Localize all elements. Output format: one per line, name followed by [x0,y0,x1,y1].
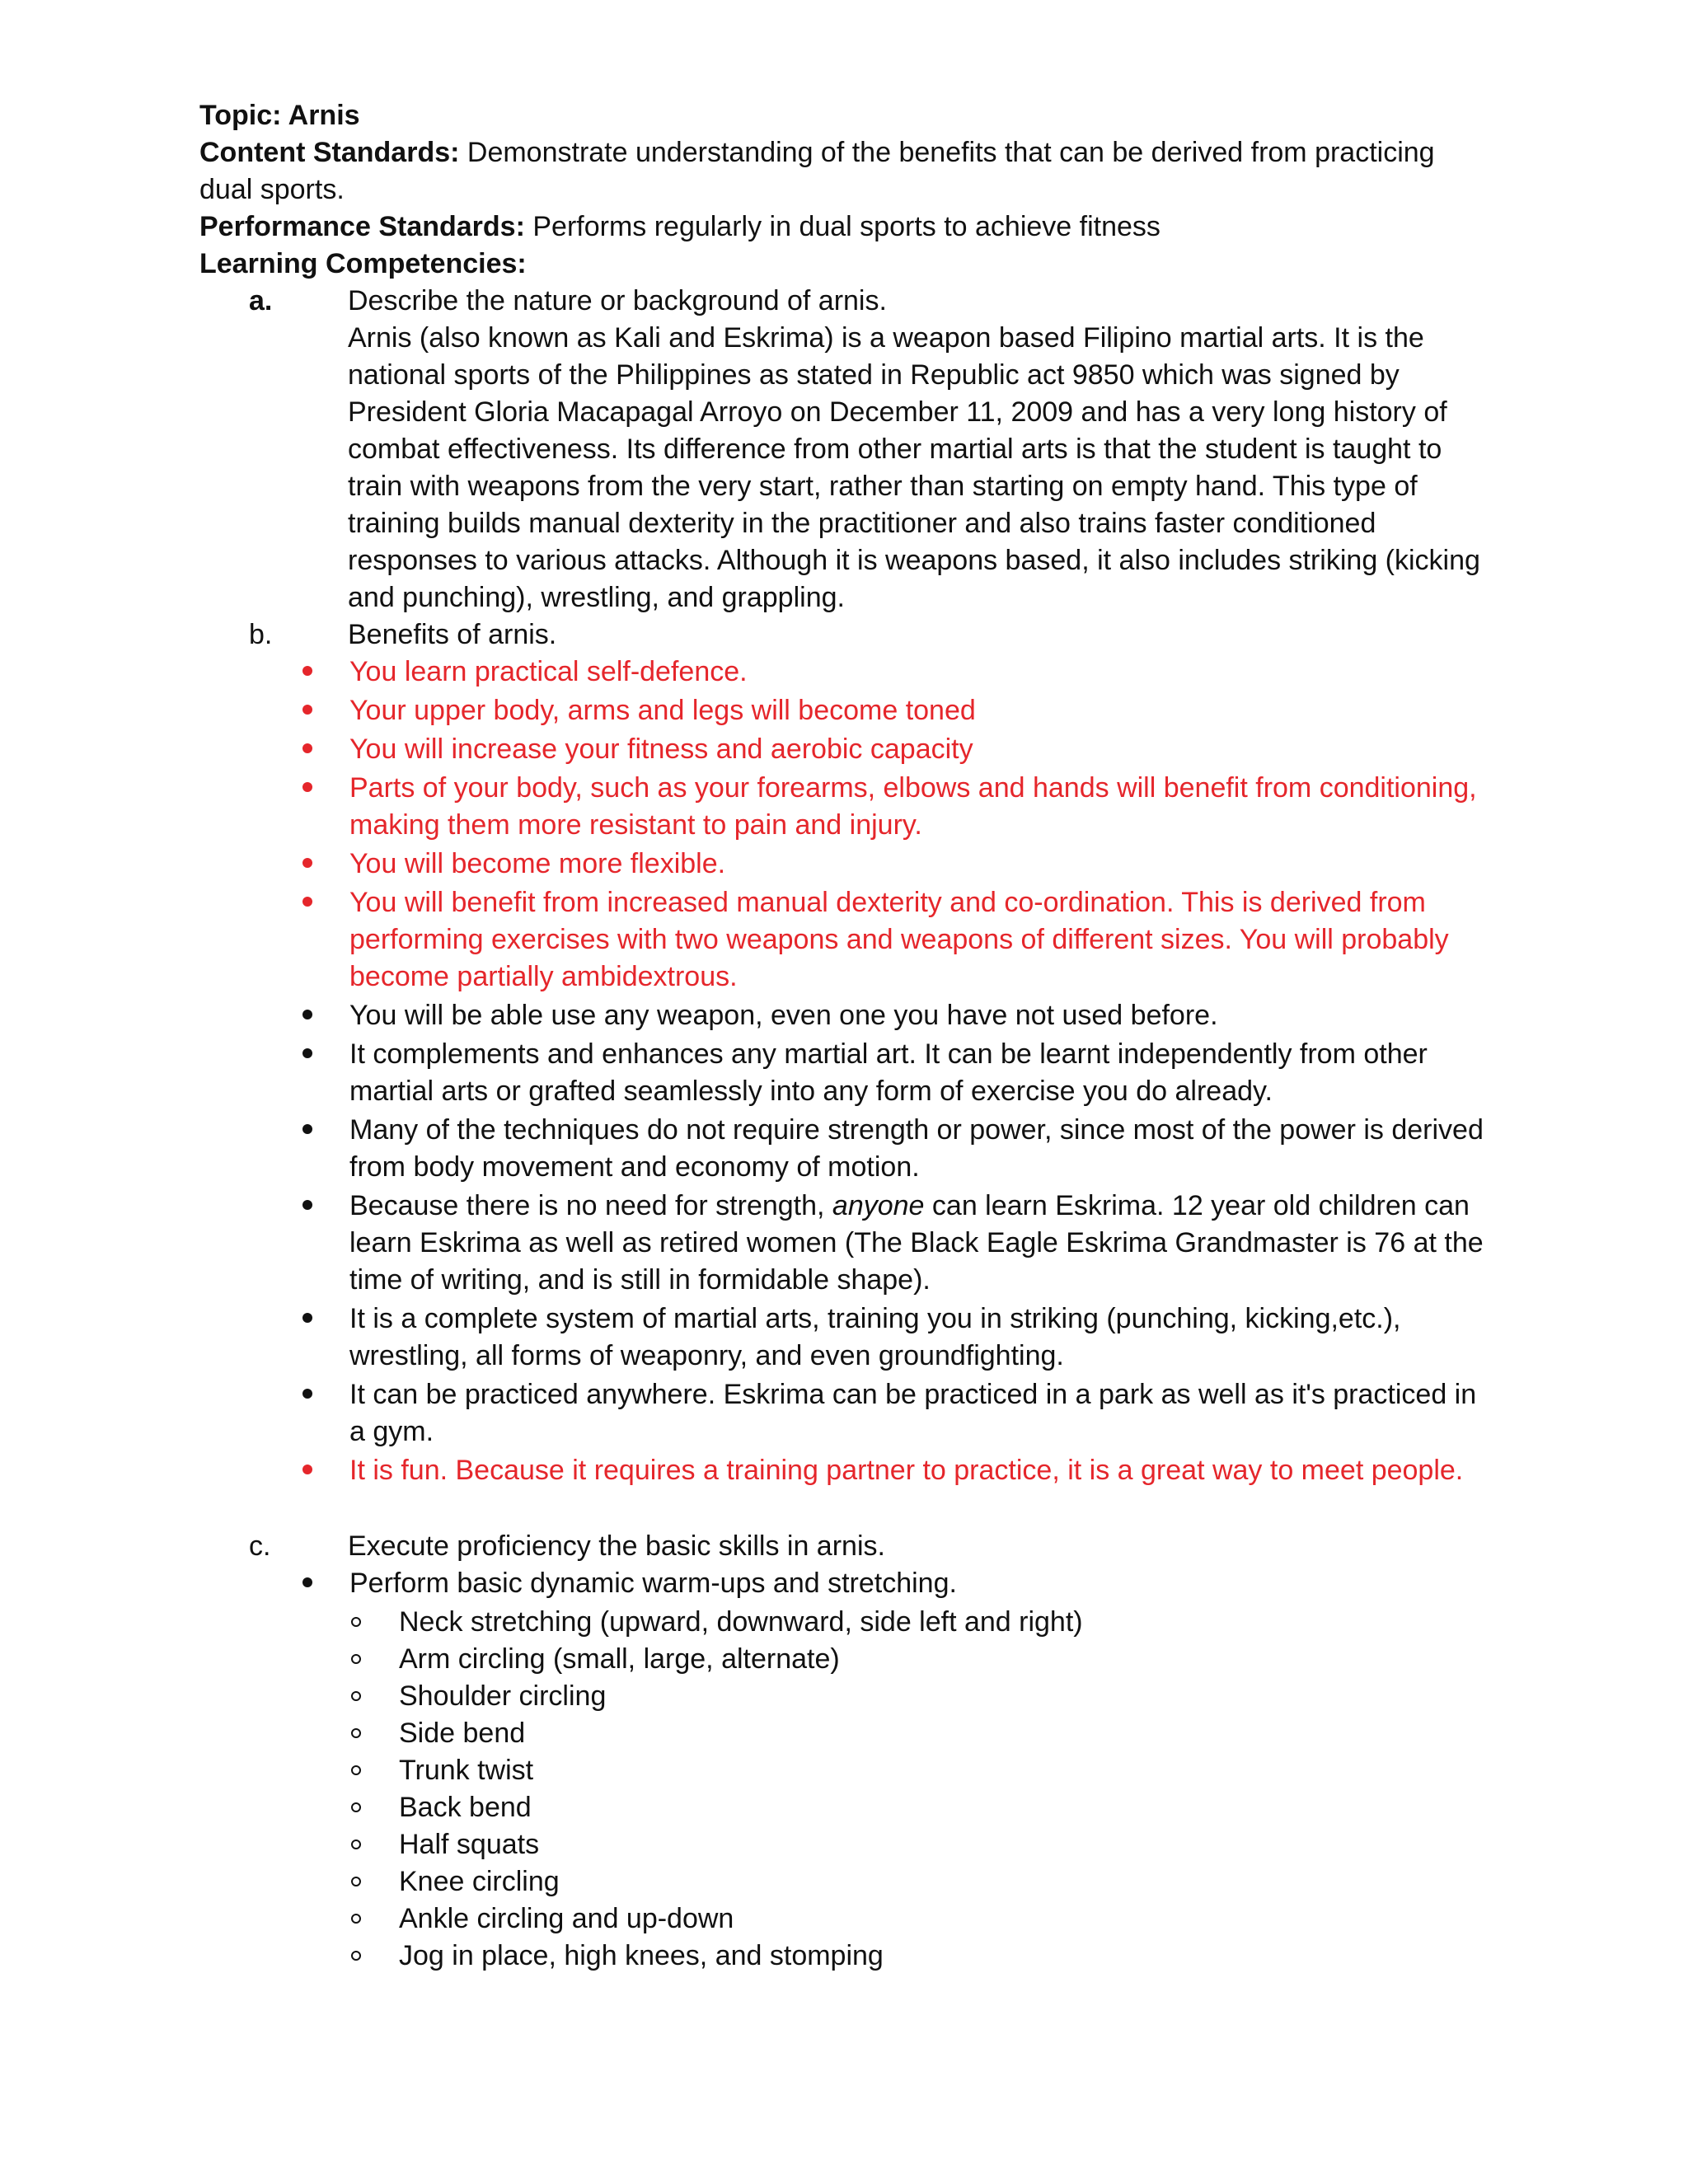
bullet-icon [249,770,349,807]
list-item: You will increase your fitness and aerobic capacity [249,731,1490,768]
bullet-icon [249,884,349,921]
list-item: Neck stretching (upward, downward, side left and right) [298,1604,1490,1641]
list-item: Trunk twist [298,1752,1490,1789]
bullet-icon [249,692,349,729]
list-item: It complements and enhances any martial art. It can be learnt independently from other martial arts or grafted seamlessly into any form of exercise you do already. [249,1036,1490,1110]
bullet-icon [249,1301,349,1338]
spacer [199,1491,1490,1528]
list-item: Because there is no need for strength, anyone can learn Eskrima. 12 year old children can learn Eskrima as well as retired women (The Black Eagle Eskrima Grandmaster is 76 at the time of writing, and is still in formidable shape). [249,1188,1490,1299]
list-item: Shoulder circling [298,1678,1490,1715]
list-item: Many of the techniques do not require strength or power, since most of the power is derived from body movement and economy of motion. [249,1112,1490,1186]
learning-competencies-heading: Learning Competencies: [199,248,527,279]
list-item: It is a complete system of martial arts, training you in striking (punching, kicking,etc.), wrestling, all forms of weaponry, and even groundfighting. [249,1301,1490,1375]
circle-bullet-icon [298,1863,399,1900]
section-b-title: Benefits of arnis. [348,619,557,650]
list-item: Side bend [298,1715,1490,1752]
bullet-icon [249,1565,349,1602]
topic-heading: Topic: Arnis [199,100,360,131]
performance-standards-text: Performs regularly in dual sports to achieve fitness [524,211,1160,242]
circle-bullet-icon [298,1604,399,1641]
list-item: You will be able use any weapon, even one you have not used before. [249,997,1490,1034]
circle-bullet-icon [298,1641,399,1678]
benefits-list [249,654,1490,1489]
list-item: Knee circling [298,1863,1490,1900]
bullet-icon [249,846,349,883]
bullet-icon [249,654,349,691]
list-item: Back bend [298,1789,1490,1826]
circle-bullet-icon [298,1938,399,1975]
bullet-icon [249,1376,349,1413]
list-item: Half squats [298,1826,1490,1863]
list-item: Perform basic dynamic warm-ups and stretching. [249,1565,1490,1602]
performance-standards-label: Performance Standards: [199,211,525,242]
list-item: It is fun. Because it requires a training partner to practice, it is a great way to meet people. [249,1452,1490,1489]
list-item: Parts of your body, such as your forearms, elbows and hands will benefit from conditioning, making them more resistant to pain and injury. [249,770,1490,844]
list-item: You learn practical self-defence. [249,654,1490,691]
section-b [249,616,1490,654]
circle-bullet-icon [298,1678,399,1715]
circle-bullet-icon [298,1826,399,1863]
bullet-icon [249,1036,349,1073]
section-b-marker: b. [249,619,273,650]
warmup-sublist [298,1604,1490,1975]
section-a-title: Describe the nature or background of arnis. [348,285,887,316]
section-c [249,1528,1490,1565]
content-standards [199,134,1490,209]
performance-standards [199,209,1490,246]
list-item: Ankle circling and up-down [298,1900,1490,1938]
content-standards-text: Demonstrate understanding of the benefits that can be derived from practicing dual sports. [199,137,1435,205]
bullet-icon [249,1188,349,1225]
bullet-icon [249,1452,349,1489]
section-c-title: Execute proficiency the basic skills in arnis. [348,1530,885,1562]
circle-bullet-icon [298,1900,399,1938]
section-a-marker: a. [249,285,273,316]
list-item: It can be practiced anywhere. Eskrima can be practiced in a park as well as it's practiced in a gym. [249,1376,1490,1451]
section-a-paragraph: Arnis (also known as Kali and Eskrima) is a weapon based Filipino martial arts. It is the national sports of the Philippines as stated in Republic act 9850 which was signed by President Gloria Macapagal Arroyo on December 11, 2009 and has a very long history of combat effectiveness. Its difference from other martial arts is that the student is taught to train with weapons from the very start, rather than starting on empty hand. This type of training builds manual dexterity in the practitioner and also trains faster conditioned responses to various attacks. Although it is weapons based, it also includes striking (kicking and punching), wrestling, and grappling. [348,322,1480,613]
list-item: You will benefit from increased manual dexterity and co-ordination. This is derived from performing exercises with two weapons and weapons of different sizes. You will probably become partially ambidextrous. [249,884,1490,996]
circle-bullet-icon [298,1789,399,1826]
list-item: Arm circling (small, large, alternate) [298,1641,1490,1678]
list-item: Your upper body, arms and legs will become toned [249,692,1490,729]
section-a [249,283,1490,616]
bullet-icon [249,731,349,768]
list-item: Jog in place, high knees, and stomping [298,1938,1490,1975]
skills-list [249,1565,1490,1602]
bullet-icon [249,1112,349,1149]
circle-bullet-icon [298,1752,399,1789]
section-c-marker: c. [249,1530,271,1562]
bullet-icon [249,997,349,1034]
content-standards-label: Content Standards: [199,137,460,168]
list-item: You will become more flexible. [249,846,1490,883]
circle-bullet-icon [298,1715,399,1752]
